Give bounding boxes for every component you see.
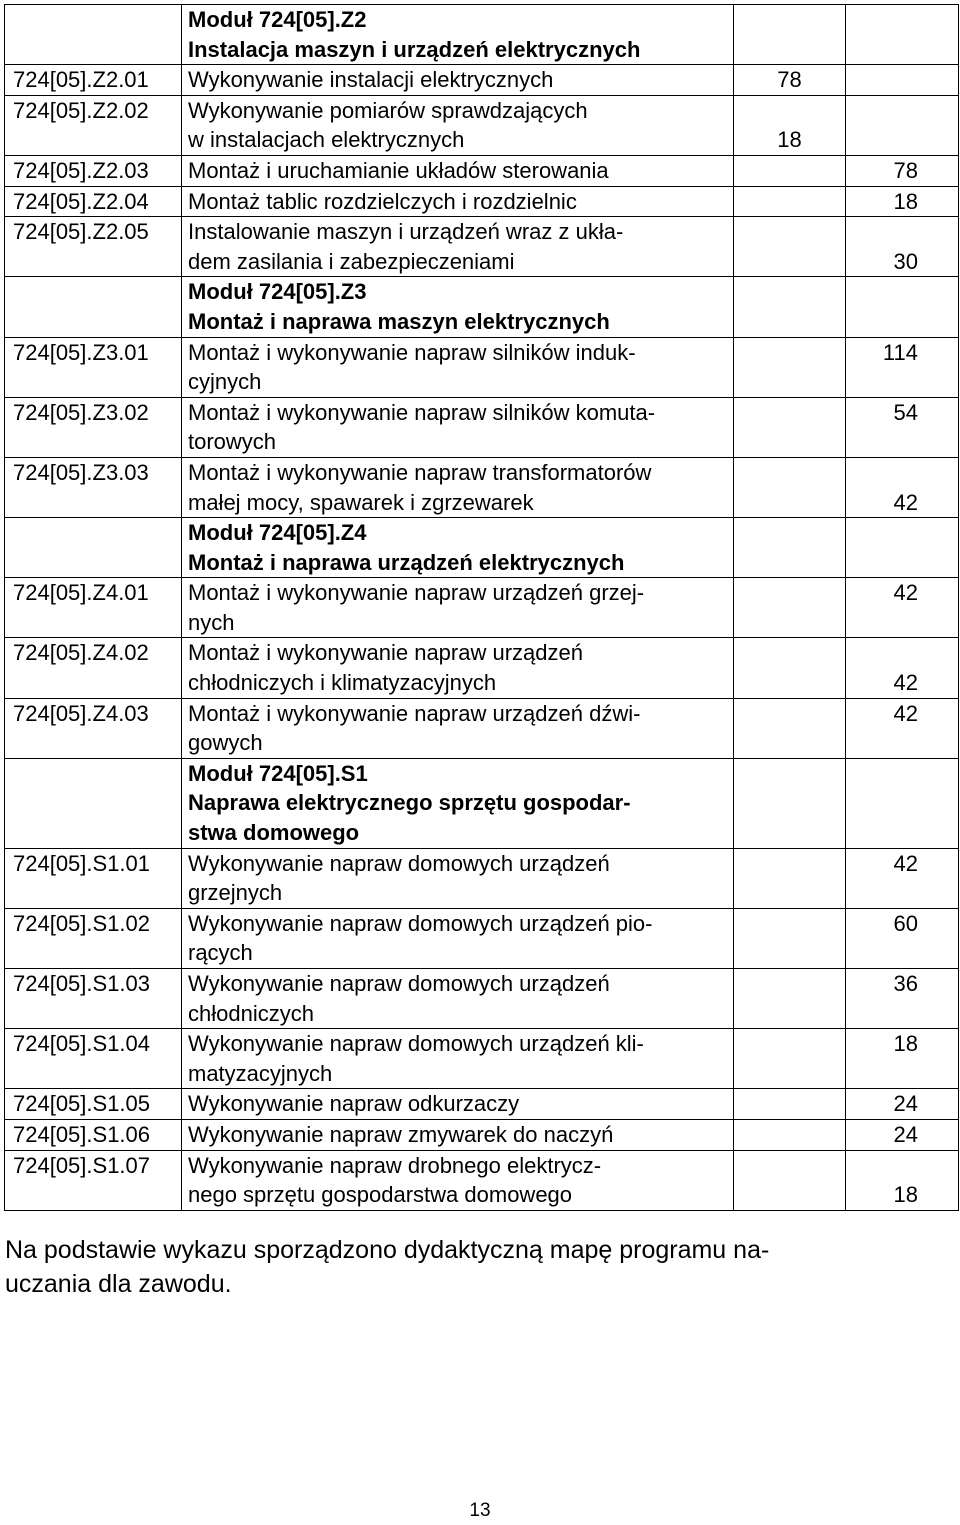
- hours-column-1: [734, 908, 846, 968]
- hours-column-2: 42: [846, 848, 959, 908]
- hours-column-2: [846, 277, 959, 337]
- module-header-row: [5, 277, 959, 337]
- unit-name: Wykonywanie napraw domowych urządzeń kli- matyzacyjnych: [182, 1029, 734, 1089]
- hours-column-1: [734, 698, 846, 758]
- unit-name: Wykonywanie napraw zmywarek do naczyń: [182, 1119, 734, 1150]
- unit-name: Wykonywanie pomiarów sprawdzających w instalacjach elektrycznych: [182, 95, 734, 155]
- hours-column-1: [734, 457, 846, 517]
- unit-row: [5, 1089, 959, 1120]
- unit-code: 724[05].S1.05: [5, 1089, 182, 1120]
- unit-code: [5, 758, 182, 848]
- hours-column-2: 18: [846, 1150, 959, 1210]
- unit-code: 724[05].S1.01: [5, 848, 182, 908]
- hours-column-1: [734, 969, 846, 1029]
- module-title: Moduł 724[05].Z3 Montaż i naprawa maszyn elektrycznych: [182, 277, 734, 337]
- unit-code: 724[05].Z2.01: [5, 65, 182, 96]
- unit-row: [5, 638, 959, 698]
- hours-column-1: [734, 1089, 846, 1120]
- hours-column-1: [734, 277, 846, 337]
- table-body: [5, 5, 959, 1211]
- unit-code: 724[05].Z4.01: [5, 578, 182, 638]
- unit-code: 724[05].Z2.04: [5, 186, 182, 217]
- unit-code: 724[05].Z2.02: [5, 95, 182, 155]
- hours-column-1: [734, 758, 846, 848]
- unit-code: 724[05].S1.03: [5, 969, 182, 1029]
- hours-column-1: [734, 155, 846, 186]
- unit-row: [5, 1119, 959, 1150]
- hours-column-2: 78: [846, 155, 959, 186]
- unit-code: 724[05].S1.07: [5, 1150, 182, 1210]
- summary-paragraph: Na podstawie wykazu sporządzono dydaktyczną mapę programu na- uczania dla zawodu.: [5, 1236, 770, 1298]
- unit-name: Montaż i wykonywanie napraw urządzeń chłodniczych i klimatyzacyjnych: [182, 638, 734, 698]
- hours-column-1: [734, 217, 846, 277]
- page-number: 13: [469, 1500, 491, 1521]
- unit-code: 724[05].Z2.03: [5, 155, 182, 186]
- hours-column-1: [734, 397, 846, 457]
- unit-name: Wykonywanie instalacji elektrycznych: [182, 65, 734, 96]
- unit-name: Montaż i wykonywanie napraw urządzeń grzej- nych: [182, 578, 734, 638]
- module-title: Moduł 724[05].Z4 Montaż i naprawa urządzeń elektrycznych: [182, 518, 734, 578]
- hours-column-1: [734, 848, 846, 908]
- unit-code: 724[05].Z2.05: [5, 217, 182, 277]
- unit-name: Montaż i uruchamianie układów sterowania: [182, 155, 734, 186]
- unit-name: Wykonywanie napraw domowych urządzeń chłodniczych: [182, 969, 734, 1029]
- hours-column-1: [734, 638, 846, 698]
- unit-row: [5, 457, 959, 517]
- unit-row: [5, 186, 959, 217]
- hours-column-1: [734, 186, 846, 217]
- module-header-row: [5, 518, 959, 578]
- hours-column-1: [734, 1150, 846, 1210]
- unit-row: [5, 95, 959, 155]
- unit-code: 724[05].Z3.02: [5, 397, 182, 457]
- unit-row: [5, 65, 959, 96]
- hours-column-2: [846, 65, 959, 96]
- unit-name: Wykonywanie napraw domowych urządzeń grzejnych: [182, 848, 734, 908]
- unit-name: Wykonywanie napraw odkurzaczy: [182, 1089, 734, 1120]
- unit-name: Montaż tablic rozdzielczych i rozdzielnic: [182, 186, 734, 217]
- hours-column-2: 114: [846, 337, 959, 397]
- unit-name: Wykonywanie napraw domowych urządzeń pio- rących: [182, 908, 734, 968]
- hours-column-1: [734, 1029, 846, 1089]
- hours-column-1: [734, 5, 846, 65]
- hours-column-2: [846, 758, 959, 848]
- hours-column-2: 18: [846, 1029, 959, 1089]
- hours-column-1: [734, 337, 846, 397]
- unit-row: [5, 1029, 959, 1089]
- unit-row: [5, 908, 959, 968]
- hours-column-1: [734, 518, 846, 578]
- unit-code: 724[05].Z3.03: [5, 457, 182, 517]
- hours-column-2: [846, 5, 959, 65]
- unit-code: 724[05].S1.02: [5, 908, 182, 968]
- hours-column-2: 42: [846, 698, 959, 758]
- unit-code: [5, 5, 182, 65]
- unit-code: [5, 518, 182, 578]
- hours-column-2: 30: [846, 217, 959, 277]
- hours-column-1: [734, 578, 846, 638]
- unit-name: Montaż i wykonywanie napraw silników komuta- torowych: [182, 397, 734, 457]
- unit-row: [5, 698, 959, 758]
- hours-column-2: 42: [846, 638, 959, 698]
- hours-column-2: 42: [846, 457, 959, 517]
- unit-row: [5, 1150, 959, 1210]
- hours-column-2: 42: [846, 578, 959, 638]
- module-title: Moduł 724[05].S1 Naprawa elektrycznego sprzętu gospodar- stwa domowego: [182, 758, 734, 848]
- unit-row: [5, 155, 959, 186]
- hours-column-1: 78: [734, 65, 846, 96]
- unit-code: 724[05].Z4.02: [5, 638, 182, 698]
- unit-code: 724[05].S1.06: [5, 1119, 182, 1150]
- unit-row: [5, 848, 959, 908]
- module-header-row: [5, 758, 959, 848]
- hours-column-2: [846, 95, 959, 155]
- unit-code: 724[05].Z3.01: [5, 337, 182, 397]
- unit-name: Wykonywanie napraw drobnego elektrycz- nego sprzętu gospodarstwa domowego: [182, 1150, 734, 1210]
- unit-name: Montaż i wykonywanie napraw silników induk- cyjnych: [182, 337, 734, 397]
- program-units-table: [4, 4, 959, 1211]
- hours-column-2: 36: [846, 969, 959, 1029]
- hours-column-2: 24: [846, 1119, 959, 1150]
- unit-row: [5, 337, 959, 397]
- hours-column-1: [734, 1119, 846, 1150]
- unit-code: 724[05].Z4.03: [5, 698, 182, 758]
- unit-row: [5, 578, 959, 638]
- unit-name: Instalowanie maszyn i urządzeń wraz z ukła- dem zasilania i zabezpieczeniami: [182, 217, 734, 277]
- hours-column-2: 24: [846, 1089, 959, 1120]
- hours-column-2: [846, 518, 959, 578]
- unit-row: [5, 397, 959, 457]
- hours-column-2: 18: [846, 186, 959, 217]
- hours-column-1: 18: [734, 95, 846, 155]
- unit-row: [5, 969, 959, 1029]
- unit-name: Montaż i wykonywanie napraw transformatorów małej mocy, spawarek i zgrzewarek: [182, 457, 734, 517]
- hours-column-2: 54: [846, 397, 959, 457]
- hours-column-2: 60: [846, 908, 959, 968]
- module-title: Moduł 724[05].Z2 Instalacja maszyn i urządzeń elektrycznych: [182, 5, 734, 65]
- unit-code: 724[05].S1.04: [5, 1029, 182, 1089]
- module-header-row: [5, 5, 959, 65]
- unit-row: [5, 217, 959, 277]
- unit-code: [5, 277, 182, 337]
- unit-name: Montaż i wykonywanie napraw urządzeń dźwi- gowych: [182, 698, 734, 758]
